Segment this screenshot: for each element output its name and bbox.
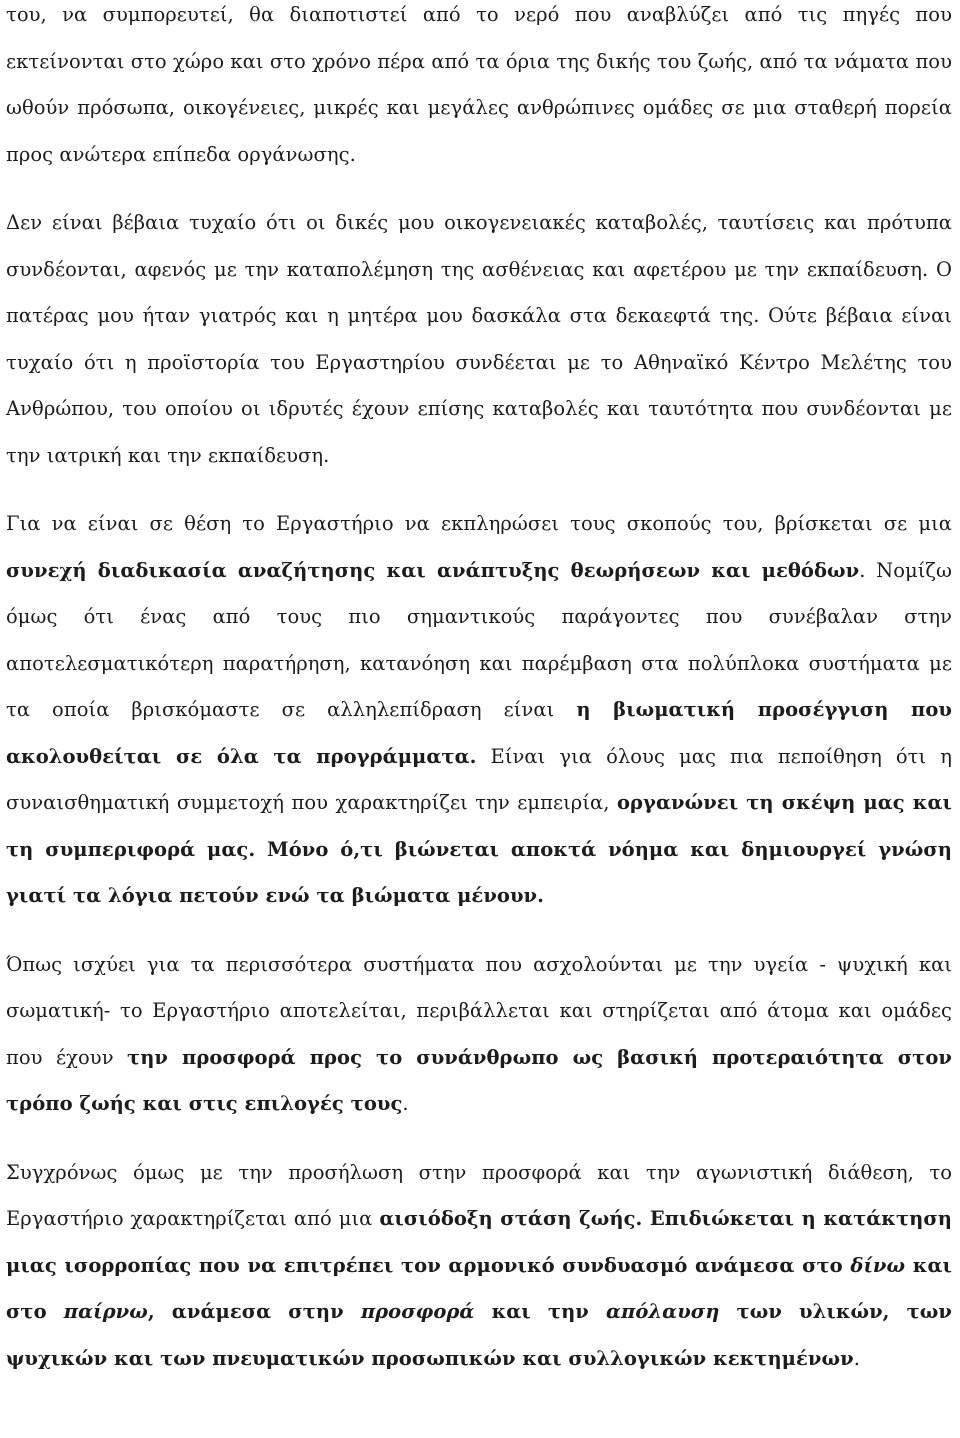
paragraph-4 [6, 942, 952, 1128]
text-run: απόλαυση [606, 1300, 720, 1323]
text-run: . [402, 1092, 409, 1115]
text-run: δίνω [850, 1253, 906, 1277]
text-run: Είναι για όλους μας πια πεποίθηση ότι η συναισθηματική συμμετοχή που χαρακτηρίζει την εμπειρία, [6, 744, 952, 814]
text-run: οργανώνει τη σκέψη μας και τη συμπεριφορά μας. Μόνο ό,τι βιώνεται αποκτά νόημα και δημιουργεί γνώση γιατί τα λόγια πετούν ενώ τα βιώματα μένουν. [6, 791, 952, 907]
paragraph-3 [6, 501, 952, 920]
text-run: αισιόδοξη στάση ζωής. Επιδιώκεται η κατάκτηση μιας ισορροπίας που να επιτρέπει τον αρμονικό συνδυασμό ανάμεσα στο [6, 1207, 953, 1277]
text-run: των υλικών, των ψυχικών και των πνευματικών προσωπικών και συλλογικών κεκτημένων [6, 1300, 952, 1370]
paragraph-2 [6, 200, 952, 479]
text-run: συνεχή διαδικασία αναζήτησης και ανάπτυξης θεωρήσεων και μεθόδων [6, 558, 860, 582]
text-run: του, να συμπορευτεί, θα διαποτιστεί από το νερό που αναβλύζει από τις πηγές που εκτείνονται στο χώρο και στο χρόνο πέρα από τα όρια της δικής του ζωής, από τα νάματα που ωθούν πρόσωπα, οικογένειες, μικρές και μεγάλες ανθρώπινες ομάδες σε μια σταθερή πορεία προς ανώτερα επίπεδα οργάνωσης. [6, 3, 952, 166]
paragraph-1 [6, 0, 952, 178]
paragraph-5 [6, 1150, 952, 1383]
text-run: Για να είναι σε θέση το Εργαστήριο να εκπληρώσει τους σκοπούς του, βρίσκεται σε μια [6, 512, 952, 535]
text-run: . Νομίζω όμως ότι ένας από τους πιο σημαντικούς παράγοντες που συνέβαλαν στην αποτελεσματικότερη παρατήρηση, κατανόηση και παρέμβαση στα πολύπλοκα συστήματα με τα οποία βρισκόμαστε σε αλληλεπίδραση είναι [6, 558, 953, 721]
text-run: παίρνω [63, 1300, 148, 1323]
text-run: Δεν είναι βέβαια τυχαίο ότι οι δικές μου οικογενειακές καταβολές, ταυτίσεις και πρότυπα συνδέονται, αφενός με την καταπολέμηση της ασθένειας και αφετέρου με την εκπαίδευση. Ο πατέρας μου ήταν γιατρός και η μητέρα μου δασκάλα στα δεκαεφτά της. Ούτε βέβαια είναι τυχαίο ότι η προϊστορία του Εργαστηρίου συνδέεται με το Αθηναϊκό Κέντρο Μελέτης του Ανθρώπου, του οποίου οι ιδρυτές έχουν επίσης καταβολές και ταυτότητα που συνδέονται με την ιατρική και την εκπαίδευση. [6, 211, 952, 467]
text-run: Συγχρόνως όμως με την προσήλωση στην προσφορά και την αγωνιστική διάθεση, το Εργαστήριο χαρακτηρίζεται από μια [6, 1160, 952, 1230]
text-run: προσφορά [360, 1300, 475, 1323]
text-run: . [853, 1346, 860, 1370]
text-run: , ανάμεσα στην [147, 1300, 361, 1323]
text-run: Όπως ισχύει για τα περισσότερα συστήματα που ασχολούνται με την υγεία - ψυχική και σωματική- το Εργαστήριο αποτελείται, περιβάλλεται και στηρίζεται από άτομα και ομάδες που έχουν [6, 952, 952, 1069]
text-run: και την [474, 1300, 606, 1323]
text-run: την προσφορά προς το συνάνθρωπο ως βασική προτεραιότητα στον τρόπο ζωής και στις επιλογές τους [6, 1045, 952, 1115]
text-run: και στο [6, 1253, 952, 1323]
text-run: η βιωματική προσέγγιση που ακολουθείται σε όλα τα προγράμματα. [6, 698, 953, 768]
